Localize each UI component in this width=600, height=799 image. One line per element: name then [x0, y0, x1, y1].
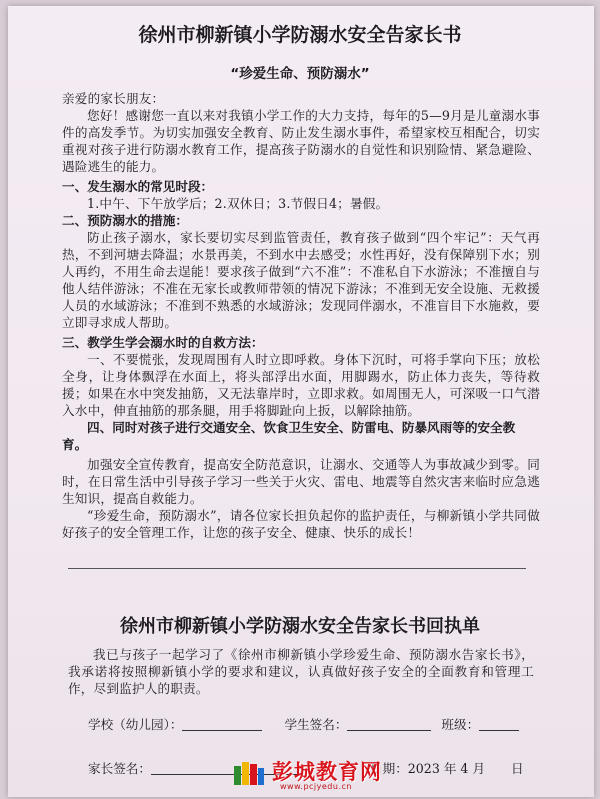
letter-subtitle: “珍爱生命、预防溺水” — [230, 66, 370, 82]
letter-title: 徐州市柳新镇小学防溺水安全告家长书 — [138, 24, 462, 46]
books-icon — [232, 760, 266, 786]
closing-paragraph: “珍爱生命，预防溺水”，请各位家长担负起你的监护责任，与柳新镇小学共同做好孩子的安全管理工作，让您的孩子安全、健康、快乐的成长！ — [62, 508, 540, 540]
day-label: 日 — [511, 761, 524, 776]
divider-line — [68, 568, 526, 569]
section1-heading: 一、发生溺水的常见时段： — [62, 179, 214, 194]
section4-body: 加强安全宣传教育，提高安全防范意识，让溺水、交通等人为事故减少到零。同时，在日常生活中引导孩子学习一些关于火灾、雷电、地震等自然灾害来临时应急逃生知识，提高自救能力。 — [62, 457, 540, 506]
school-label: 学校（幼儿园）： — [88, 717, 183, 732]
section2-heading: 二、预防溺水的措施： — [62, 213, 188, 228]
section4-heading: 四、同时对孩子进行交通安全、饮食卫生安全、防雷电、防暴风雨等的安全教育。 — [62, 420, 516, 452]
parent-label: 家长签名： — [88, 761, 151, 776]
section3-body: 一、不要慌张，发现周围有人时立即呼救。身体下沉时，可将手掌向下压；放松全身，让身体飘浮在水面上，将头部浮出水面，用脚踢水，防止体力丧失，等待救援；如果在水中突发抽筋，又无法靠岸时，立即求救。如周围无人，可深吸一口气潜入水中，伸直抽筋的那条腿，用手将脚趾向上扳，以解除抽筋。 — [62, 352, 540, 418]
signature-row-1 — [88, 714, 519, 733]
section3-heading: 三、教学生学会溺水时的自救方法： — [62, 335, 264, 350]
section1-body: 1.中午、下午放学后；2.双休日；3.节假日4；暑假。 — [87, 196, 389, 211]
student-label: 学生签名： — [284, 717, 348, 732]
student-signature-field[interactable] — [347, 716, 431, 731]
watermark-logo — [232, 756, 442, 792]
school-field[interactable] — [182, 716, 262, 731]
receipt-body: 我已与孩子一起学习了《徐州市柳新镇小学珍爱生命、预防溺水告家长书》，我承诺将按照柳新镇小学的要求和建议，认真做好孩子安全的全面教育和管理工作，尽到监护人的职责。 — [68, 647, 534, 696]
receipt-title: 徐州市柳新镇小学防溺水安全告家长书回执单 — [120, 616, 480, 637]
intro-paragraph: 您好！感谢您一直以来对我镇小学工作的大力支持，每年的5—9月是儿童溺水事件的高发季节。为切实加强安全教育、防止发生溺水事件，希望家校互相配合，切实重视对孩子进行防溺水教育工作，提高孩子防溺水的自觉性和识别险情、紧急避险、遇险逃生的能力。 — [62, 108, 540, 174]
greeting: 亲爱的家长朋友： — [62, 91, 165, 106]
class-label: 班级： — [441, 717, 480, 732]
date-label: 日期：2023 年 4 月 — [370, 761, 486, 776]
section2-body: 防止孩子溺水，家长要切实尽到监管责任，教育孩子做到“四个牢记”：天气再热，不到河塘去降温；水景再美，不到水中去感受；水性再好，没有保障别下水；别人再约，不用生命去逞能！要求孩子做到“六不准”：不准私自下水游泳；不准擅自与他人结伴游泳；不准在无家长或教师带领的情况下游泳；不准到无安全设施、无救援人员的水域游泳；不准到不熟悉的水域游泳；发现同伴溺水，不准盲目下水施救，要立即寻求成人帮助。 — [62, 230, 540, 330]
class-field[interactable] — [479, 716, 519, 731]
watermark-url: www.pcjyedu.cn — [280, 782, 352, 791]
watermark-name: 彭城教育网 — [272, 760, 382, 784]
